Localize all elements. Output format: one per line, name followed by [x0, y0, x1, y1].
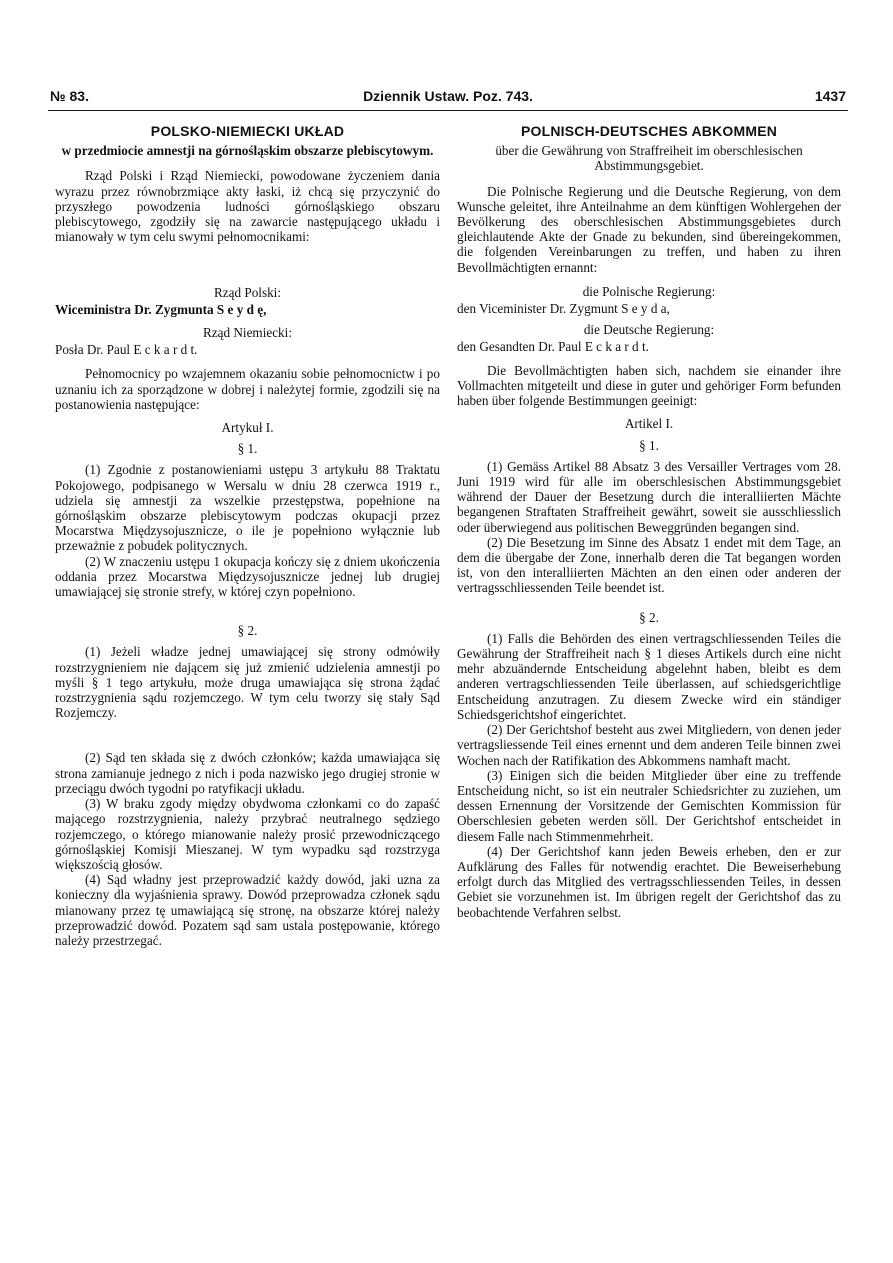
german-subtitle: über die Gewährung von Straffreiheit im oberschlesischen Abstimmungsgebiet.	[495, 143, 803, 174]
issue-number: № 83.	[50, 88, 89, 104]
german-rep-1: den Viceminister Dr. Zygmunt S e y d a,	[457, 300, 670, 316]
polish-s1-para-1: (1) Zgodnie z postanowieniami ustępu 3 artykułu 88 Traktatu Pokojowego, podpisanego w Wersalu w dniu 28 czerwca 1919 r., udziela się amnestji za wszelkie przestępstwa, popełnione na górnośląskim obszarze plebiscytowym podczas okupacji przez Mocarstwa Międzysojusznicze, o ile je popełniono wyłącznie lub przeważnie z pobudek politycznych.	[55, 462, 440, 554]
german-s1-para-2: (2) Die Besetzung im Sinne des Absatz 1 endet mit dem Tage, an dem die übergabe der Zone, innerhalb deren die Tat begangen worden ist, von den interalliierten Mächten an den einen oder anderen der vertragsschliessenden Teile beendet ist.	[457, 534, 841, 596]
german-title: POLNISCH-DEUTSCHES ABKOMMEN	[520, 123, 778, 139]
german-gov-2: die Deutsche Regierung:	[583, 321, 715, 337]
polish-preamble: Rząd Polski i Rząd Niemiecki, powodowane życzeniem dania wyrazu przez równobrzmiące akty łaski, iż chcą się przyczynić do przyszłego powodzenia ludności górnośląskiego obszaru plebiscytowego, zgodziły się na zawarcie następującego układu i mianowały w tym celu swymi pełnomocnikami:	[55, 168, 440, 245]
polish-column	[55, 124, 440, 948]
german-column	[457, 124, 841, 920]
polish-subtitle: w przedmiocie amnestji na górnośląskim obszarze plebiscytowym.	[61, 143, 434, 159]
polish-s1-para-2: (2) W znaczeniu ustępu 1 okupacja kończy się z dniem ukończenia oddania przez Mocarstwa Międzysojusznicze jednej lub drugiej umawiającej się stronie strefy, w której czyn popełniono.	[55, 553, 440, 600]
polish-s2-para-2: (2) Sąd ten składa się z dwóch członków; każda umawiająca się strona zamianuje jednego z nich i poda nazwisko jego drugiej stronie w przeciągu dwóch tygodni po ratyfikacji układu.	[55, 750, 440, 796]
german-rep-2: den Gesandten Dr. Paul E c k a r d t.	[457, 338, 649, 354]
polish-section-1: § 1.	[237, 441, 258, 457]
german-plenipotentiaries: Die Bevollmächtigten haben sich, nachdem sie einander ihre Vollmachten mitgeteilt und diese in guter und gehöriger Form befunden haben über folgende Bestimmungen geeinigt:	[457, 362, 841, 409]
german-s2-para-2: (2) Der Gerichtshof besteht aus zwei Mitgliedern, von denen jeder vertragsliessende Teil eines ernennt und dem anderen Teile binnen zwei Wochen nach der Ratifikation des Abkommens namhaft macht.	[457, 722, 841, 768]
german-s2-para-3: (3) Einigen sich die beiden Mitglieder über eine zu treffende Entscheidung nicht, so ist ein neutraler Schiedsrichter zu zuziehen, um dessen Ernennung der Vorsitzende der Gemischten Kommission für Oberschlesien gebeten werden söll. Der Gerichtshof entscheidet in diesem Falle nach Stimmenmehrheit.	[457, 767, 841, 844]
polish-title: POLSKO-NIEMIECKI UKŁAD	[150, 123, 345, 139]
german-s2-para-4: (4) Der Gerichtshof kann jeden Beweis erheben, den er zur Aufklärung des Falles für notwendig erachtet. Die Beweiserhebung erfolgt durch das Mitglied des vertragsschliessenden Teiles, in dessen Gebiet sie vorzunehmen ist. Im übrigen regelt der Gerichtshof das zu beobachtende Verfahren selbst.	[457, 843, 841, 920]
polish-section-2: § 2.	[237, 623, 258, 639]
polish-s2-para-1: (1) Jeżeli władze jednej umawiającej się strony odmówiły rozstrzygnieniem nie dającem się już zmienić udzielenia amnestji po myśli § 1 tego artykułu, może druga umawiająca się strona żądać rozstrzygnienia sądu rozjemczego. W tym celu tworzy się stały Sąd Rozjemczy.	[55, 644, 440, 721]
polish-plenipotentiaries: Pełnomocnicy po wzajemnem okazaniu sobie pełnomocnictw i po uznaniu ich za sporządzone w dobrej i należytej formie, zgodzili się na postanowienia następujące:	[55, 366, 440, 412]
polish-gov-1: Rząd Polski:	[213, 285, 282, 301]
german-s1-para-1: (1) Gemäss Artikel 88 Absatz 3 des Versailler Vertrages vom 28. Juni 1919 wird für alle im oberschlesischen Abstimmungsgebiet während der Dauer der Besetzung durch die interalliierten Mächte begangenen Straftaten Straffreiheit gewährt, soweit sie ausschliesslich oder überwiegend aus politischen Beweggründen begangen sind.	[457, 458, 841, 535]
german-gov-1: die Polnische Regierung:	[582, 283, 716, 299]
polish-s2-para-3: (3) W braku zgody między obydwoma członkami co do zapaść mającego rozstrzygnienia, należy przybrać neutralnego sędziego rozjemczego, o którego mianowanie należy prosić przewodniczącego górnośląskiej Komisji Mieszanej. W tym wypadku sąd rozstrzyga większością głosów.	[55, 796, 440, 872]
german-section-2: § 2.	[639, 609, 659, 625]
page-header	[48, 88, 848, 111]
polish-s2-para-4: (4) Sąd władny jest przeprowadzić każdy dowód, jaki uzna za konieczny dla wyjaśnienia sprawy. Dowód przeprowadza członek sądu mianowany przez tę umawiającą się stronę, na obszarze której należy przeprowadzić dowód. Pozatem sąd sam ustala postępowanie, którego należy przestrzegać.	[55, 872, 440, 948]
polish-article-heading: Artykuł I.	[221, 420, 274, 436]
german-preamble: Die Polnische Regierung und die Deutsche Regierung, von dem Wunsche geleitet, ihre Anteilnahme an dem künftigen Wohlergehen der Bevölkerung des oberschlesischen Abstimmungsgebietes durch gleichlautende Akte der Gnade zu bekunden, sind übereingekommen, die folgenden Vereinbarungen zu treffen, und haben zu ihren Bevollmächtigten ernannt:	[457, 183, 841, 275]
german-s2-para-1: (1) Falls die Behörden des einen vertragschliessenden Teiles die Gewährung der Straffreiheit nach § 1 dieses Artikels durch eine nicht mehr abzuändernde Entscheidung abgelehnt haben, bleibt es dem anderen vertragschliessenden Teile überlassen, auf schiedsgerichtlige Entscheidung anzutragen. Zu diesem Zwecke wird ein ständiger Schiedsgerichtshof eingerichtet.	[457, 630, 841, 722]
journal-reference: Dziennik Ustaw. Poz. 743.	[363, 88, 533, 104]
polish-rep-1: Wiceministra Dr. Zygmunta S e y d ę,	[55, 302, 267, 318]
german-article-heading: Artikel I.	[624, 416, 674, 432]
polish-rep-2: Posła Dr. Paul E c k a r d t.	[55, 342, 198, 358]
german-section-1: § 1.	[639, 437, 659, 453]
polish-gov-2: Rząd Niemiecki:	[203, 325, 292, 341]
page-number: 1437	[814, 88, 846, 104]
